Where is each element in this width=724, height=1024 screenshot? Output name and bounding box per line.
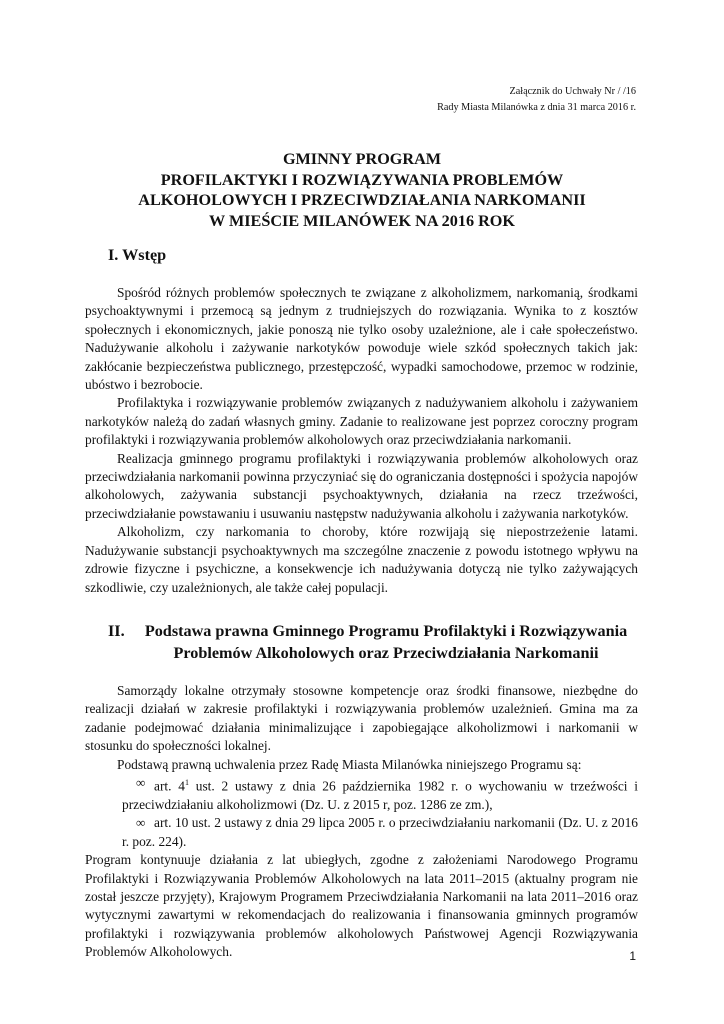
section-1-body	[85, 284, 638, 597]
section-1-paragraph-4: Alkoholizm, czy narkomania to choroby, które rozwijają się niepostrzeżenie latami. Nadużywanie substancji psychoaktywnych ma szczególne znaczenie z powodu istotnego wpływu na zdrowie fizyczne i psychiczne, a konsekwencje ich nadużywania dotyczą nie tylko zażywających szkodliwie, czy uzależnionych, ale także całej populacji.	[85, 524, 638, 595]
legal-basis-item-1-sup: 1	[184, 778, 189, 788]
document-title	[85, 149, 639, 231]
legal-basis-item-2	[85, 814, 638, 851]
legal-basis-item-2-text: art. 10 ust. 2 ustawy z dnia 29 lipca 2005 r. o przeciwdziałaniu narkomanii (Dz. U. z 2016 r. poz. 224).	[122, 815, 638, 849]
section-2-heading-line-1: Podstawa prawna Gminnego Programu Profilaktyki i Rozwiązywania	[144, 622, 628, 640]
section-2-heading-line-2: Problemów Alkoholowych oraz Przeciwdziałania Narkomanii	[173, 643, 599, 662]
title-line-3: ALKOHOLOWYCH I PRZECIWDZIAŁANIA NARKOMANII	[138, 191, 586, 209]
legal-basis-item-1-post: ust. 2 ustawy z dnia 26 października 1982 r. o wychowaniu w trzeźwości i przeciwdziałaniu alkoholizmowi (Dz. U. z 2015 r, poz. 1286 ze zm.),	[122, 778, 639, 812]
section-2-paragraph-1: Samorządy lokalne otrzymały stosowne kompetencje oraz środki finansowe, niezbędne do realizacji działań w zakresie profilaktyki i rozwiązywania problemów uzależnień. Gmina ma za zadanie podejmować działania minimalizujące i zapobiegające alkoholizmowi i narkomanii w stosunku do społeczności lokalnej.	[85, 683, 638, 754]
bullet-mark: ∞	[136, 815, 146, 831]
annex-line-2: Rady Miasta Milanówka z dnia 31 marca 2016 r.	[437, 102, 636, 113]
annex-header	[437, 84, 636, 116]
section-1-paragraph-2: Profilaktyka i rozwiązywanie problemów związanych z nadużywaniem alkoholu i zażywaniem narkotyków należą do zadań własnych gminy. Zadanie to realizowane jest poprzez coroczny program profilaktyki i rozwiązywania problemów alkoholowych oraz przeciwdziałania narkomanii.	[85, 395, 638, 448]
section-2-number: II.	[108, 622, 125, 640]
section-2-body	[85, 682, 638, 962]
section-2-heading-text	[131, 621, 641, 664]
annex-line-1: Załącznik do Uchwały Nr / /16	[509, 86, 636, 97]
page-number: 1	[629, 949, 636, 963]
legal-basis-item-1	[85, 774, 638, 814]
section-2-paragraph-2: Podstawą prawną uchwalenia przez Radę Miasta Milanówka niniejszego Programu są:	[117, 756, 582, 772]
section-1-paragraph-3: Realizacja gminnego programu profilaktyki i rozwiązywania problemów alkoholowych oraz przeciwdziałania narkomanii powinna przyczyniać się do ograniczania dostępności i spożycia napojów alkoholowych, zażywania substancji psychoaktywnych, działania na rzecz trzeźwości, przeciwdziałanie powstawaniu i usuwaniu następstw nadużywania alkoholu i zażywania narkotyków.	[85, 450, 638, 521]
title-line-2: PROFILAKTYKI I ROZWIĄZYWANIA PROBLEMÓW	[160, 170, 564, 189]
title-line-1: GMINNY PROGRAM	[282, 150, 442, 168]
section-1-heading: I. Wstęp	[108, 246, 167, 264]
section-1-paragraph-1: Spośród różnych problemów społecznych te związane z alkoholizmem, narkomanią, środkami psychoaktywnymi i przemocą są jednym z trudniejszych do rozwiązania. Wynika to z kosztów społecznych i ekonomicznych, jakie ponoszą nie tylko osoby uzależnione, ale i całe społeczeństwo. Nadużywanie alkoholu i zażywanie narkotyków powoduje wiele szkód społecznych takich jak: zakłócanie bezpieczeństwa publicznego, przestępczość, wypadki samochodowe, przemoc w rodzinie, ubóstwo i bezrobocie.	[85, 285, 638, 393]
section-2-paragraph-3: Program kontynuuje działania z lat ubiegłych, zgodne z założeniami Narodowego Programu Profilaktyki i Rozwiązywania Problemów Alkoholowych na lata 2011–2015 (aktualny program nie został jeszcze przyjęty), Krajowym Programem Przeciwdziałania Narkomanii na lata 2011–2016 oraz wytycznymi zawartymi w rekomendacjach do realizowania i finansowania gminnych programów profilaktyki i rozwiązywania problemów alkoholowych Państwowej Agencji Rozwiązywania Problemów Alkoholowych.	[85, 852, 638, 960]
bullet-mark: ∞	[136, 775, 146, 791]
title-line-4: W MIEŚCIE MILANÓWEK NA 2016 ROK	[209, 211, 515, 230]
legal-basis-item-1-pre: art. 4	[154, 778, 185, 794]
